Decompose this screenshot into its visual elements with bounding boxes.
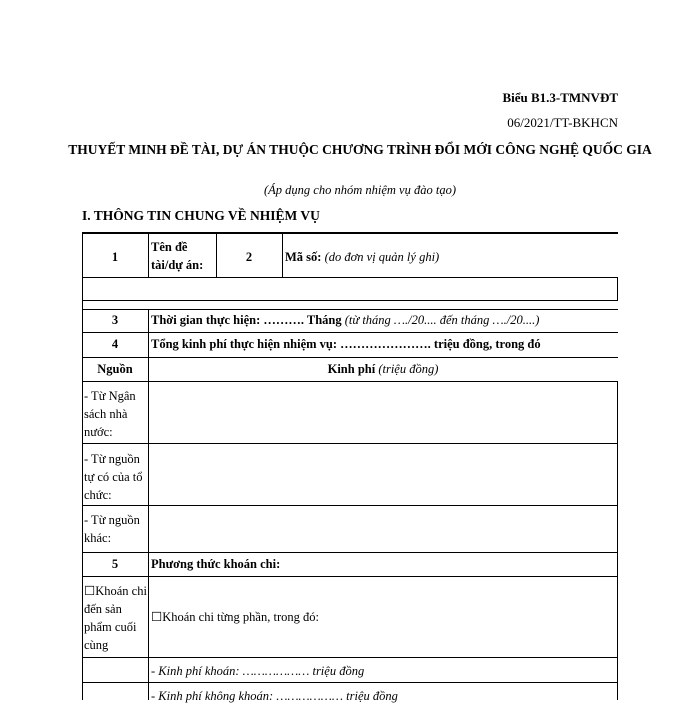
code-field [285,248,439,266]
option-partial[interactable]: ☐Khoán chi từng phần, trong đó: [151,610,319,624]
circular-number: 06/2021/TT-BKHCN [507,115,618,130]
document-title: THUYẾT MINH ĐỀ TÀI, DỰ ÁN THUỘC CHƯƠNG TRÌNH ĐỔI MỚI CÔNG NGHỆ QUỐC GIA [68,142,652,157]
duration-field [151,311,539,329]
row-number-1: 1 [111,250,119,264]
funding-header-label: Kinh phí [327,362,376,376]
total-budget-label: Tổng kinh phí thực hiện nhiệm vụ: …………………. triệu đồng, trong đó [151,337,541,351]
funding-header-unit: (triệu đồng) [378,362,439,376]
duration-label: Thời gian thực hiện: ………. Tháng [151,313,342,327]
option-final-product[interactable]: ☐Khoán chi đến sản phẩm cuối cùng [84,584,147,652]
document-subtitle: (Áp dụng cho nhóm nhiệm vụ đào tạo) [264,183,456,197]
contracted-funding-line: - Kinh phí khoán: ……………… triệu đồng [151,664,365,678]
code-label: Mã số: [285,250,322,264]
source-own-funds: - Từ nguồn tự có của tổ chức: [84,452,143,502]
form-code: Biểu B1.3-TMNVĐT [502,90,618,105]
code-note: (do đơn vị quản lý ghi) [324,250,440,264]
source-header: Nguồn [97,362,133,376]
allocation-method-label: Phương thức khoán chi: [151,557,281,571]
funding-header [148,360,618,378]
row-number-5: 5 [111,557,119,571]
source-other: - Từ nguồn khác: [84,513,140,545]
row-number-2: 2 [245,250,253,264]
non-contracted-funding-line: - Kinh phí không khoán: ……………… triệu đồng [151,689,398,703]
project-name-label: Tên đề tài/dự án: [151,240,204,272]
section-heading: I. THÔNG TIN CHUNG VỀ NHIỆM VỤ [82,208,320,223]
source-state-budget: - Từ Ngân sách nhà nước: [84,389,136,439]
row-number-4: 4 [111,337,119,351]
duration-note: (từ tháng …./20.... đến tháng …./20....) [344,313,540,327]
row-number-3: 3 [111,313,119,327]
